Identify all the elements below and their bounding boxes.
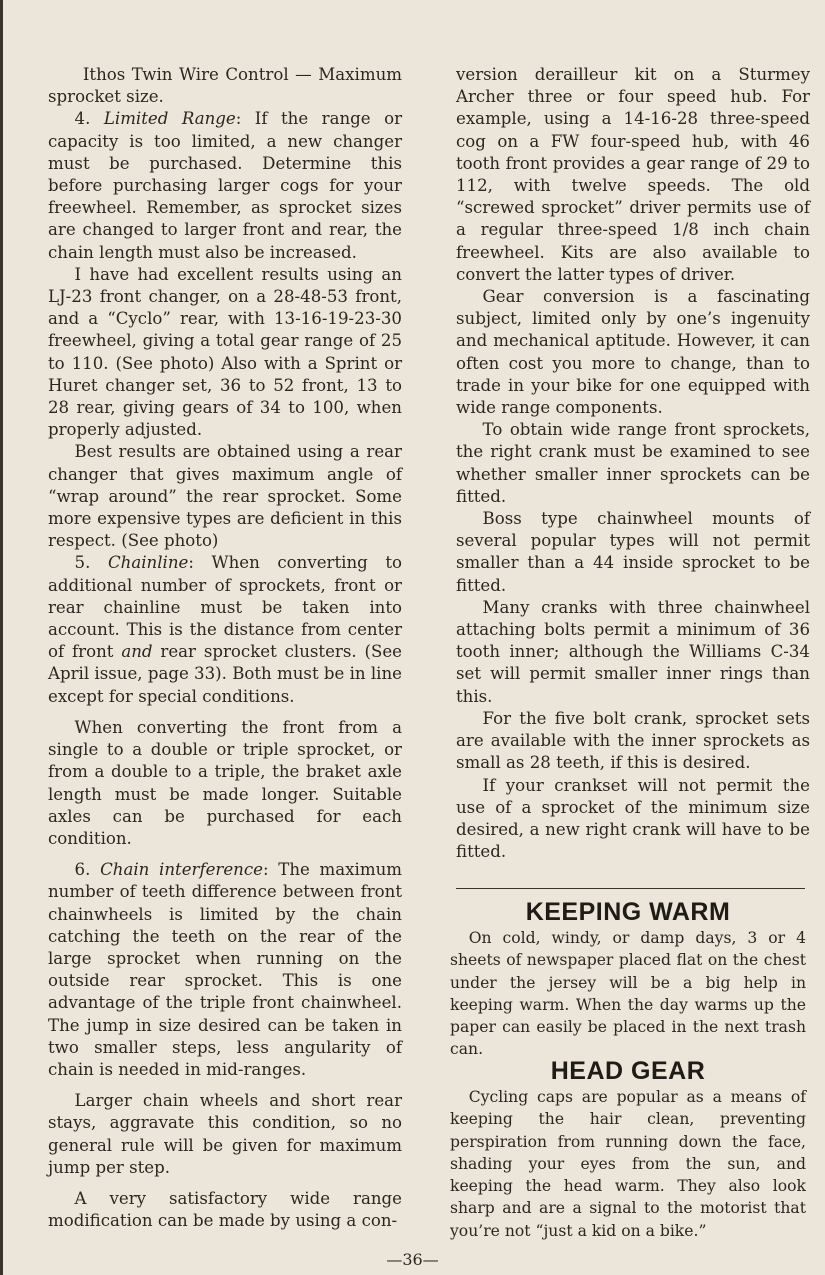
keeping-warm-body: On cold, windy, or damp days, 3 or 4 sheets of newspaper placed flat on the chest under the jersey will be a big help in keeping warm. When the day warms up the paper can easily be placed in the next trash can. (450, 929, 806, 1059)
paragraph-boss-type: Boss type chainwheel mounts of several popular types will not permit smaller than a 44 inside sprocket to be fitted. (456, 509, 810, 595)
head-gear-heading: HEAD GEAR (550, 1057, 706, 1085)
item-number: 6. (74, 860, 101, 880)
item-text: : When converting to additional number of sprockets, front or rear chainline must be taken into account. This is the distance from center of front (48, 553, 402, 662)
section-divider (456, 888, 805, 889)
item-title: Limited Range (103, 109, 236, 129)
paragraph-five-bolt: For the five bolt crank, sprocket sets are available with the inner sprockets as small as 28 teeth, if this is desired. (456, 708, 810, 773)
item-text: : If the range or capacity is too limited, a new changer must be purchased. Determine this before purchasing larger cogs for your freewheel. Remember, as sprocket sizes are changed to larger front and rear, the chain length must also be increased. (48, 109, 402, 262)
item-title: Chainline (107, 553, 189, 573)
paragraph-chainline (48, 552, 402, 707)
item-text: : The maximum number of teeth difference between front chainwheels is limited by the chain catching the teeth on the rear of the large sprocket when running on the outside rear sprocket. This is one advantage of the triple front chainwheel. The jump in size desired can be taken in two smaller steps, less angularity of chain is needed in mid-ranges. (48, 860, 402, 1079)
paragraph-chain-interference (48, 859, 402, 1081)
paragraph-converting-front: When converting the front from a single to a double or triple sprocket, or from a double to a triple, the braket axle length must be made longer. Suitable axles can be purchased for each condition. (48, 717, 402, 848)
item-number: 4. (74, 109, 104, 129)
paragraph-three-bolt: Many cranks with three chainwheel attaching bolts permit a minimum of 36 tooth inner; although the Williams C-34 set will permit smaller inner rings than this. (456, 597, 810, 706)
paragraph-conversion-kit: version derailleur kit on a Sturmey Archer three or four speed hub. For example, using a 14-16-28 three-speed cog on a FW four-speed hub, with 46 tooth front provides a gear range of 29 to 112, with twelve speeds. The old “screwed sprocket” driver permits use of a regular three-speed 1/8 inch chain freewheel. Kits are also available to convert the latter types of driver. (456, 65, 810, 284)
paragraph-larger-chainwheels: Larger chain wheels and short rear stays, aggravate this condition, so no general rule will be given for maximum jump per step. (48, 1091, 402, 1177)
paragraph-best-results: Best results are obtained using a rear changer that gives maximum angle of “wrap around” the rear sprocket. Some more expensive types are deficient in this respect. (See photo) (48, 442, 402, 551)
head-gear-body: Cycling caps are popular as a means of keeping the hair clean, preventing perspiration from running down the face, shading your eyes from the sun, and keeping the head warm. They also look sharp and are a signal to the motorist that you’re not “just a kid on a bike.” (450, 1088, 806, 1240)
page-edge (0, 0, 3, 1275)
page-number: —36— (386, 1250, 439, 1269)
paragraph-new-crank: If your crankset will not permit the use of a sprocket of the minimum size desired, a new right crank will have to be fitted. (456, 775, 810, 862)
item-title: Chain interference (100, 860, 263, 880)
right-column (456, 64, 810, 863)
paragraph-ithos: Ithos Twin Wire Control — Maximum sprocket size. (48, 65, 402, 107)
left-column (48, 64, 402, 1232)
italic-and: and (121, 642, 153, 662)
item-number: 5. (74, 553, 108, 573)
item-text-continued: rear sprocket clusters. (See April issue, page 33). Both must be in line except for special conditions. (48, 642, 402, 706)
head-gear-section (450, 1056, 806, 1242)
keeping-warm-section (450, 897, 806, 1061)
paragraph-front-sprockets: To obtain wide range front sprockets, the right crank must be examined to see whether smaller inner sprockets can be fitted. (456, 420, 810, 506)
paragraph-gear-conversion: Gear conversion is a fascinating subject, limited only by one’s ingenuity and mechanical aptitude. However, it can often cost you more to change, than to trade in your bike for one equipped with wide range components. (456, 287, 810, 418)
keeping-warm-heading: KEEPING WARM (525, 898, 731, 926)
paragraph-lj23: I have had excellent results using an LJ-23 front changer, on a 28-48-53 front, and a “Cyclo” rear, with 13-16-19-23-30 freewheel, giving a total gear range of 25 to 110. (See photo) Also with a Sprint or Huret changer set, 36 to 52 front, 13 to 28 rear, giving gears of 34 to 100, when properly adjusted. (48, 264, 402, 440)
paragraph-limited-range (48, 108, 402, 263)
paragraph-wide-range-mod: A very satisfactory wide range modification can be made by using a con- (48, 1188, 402, 1231)
